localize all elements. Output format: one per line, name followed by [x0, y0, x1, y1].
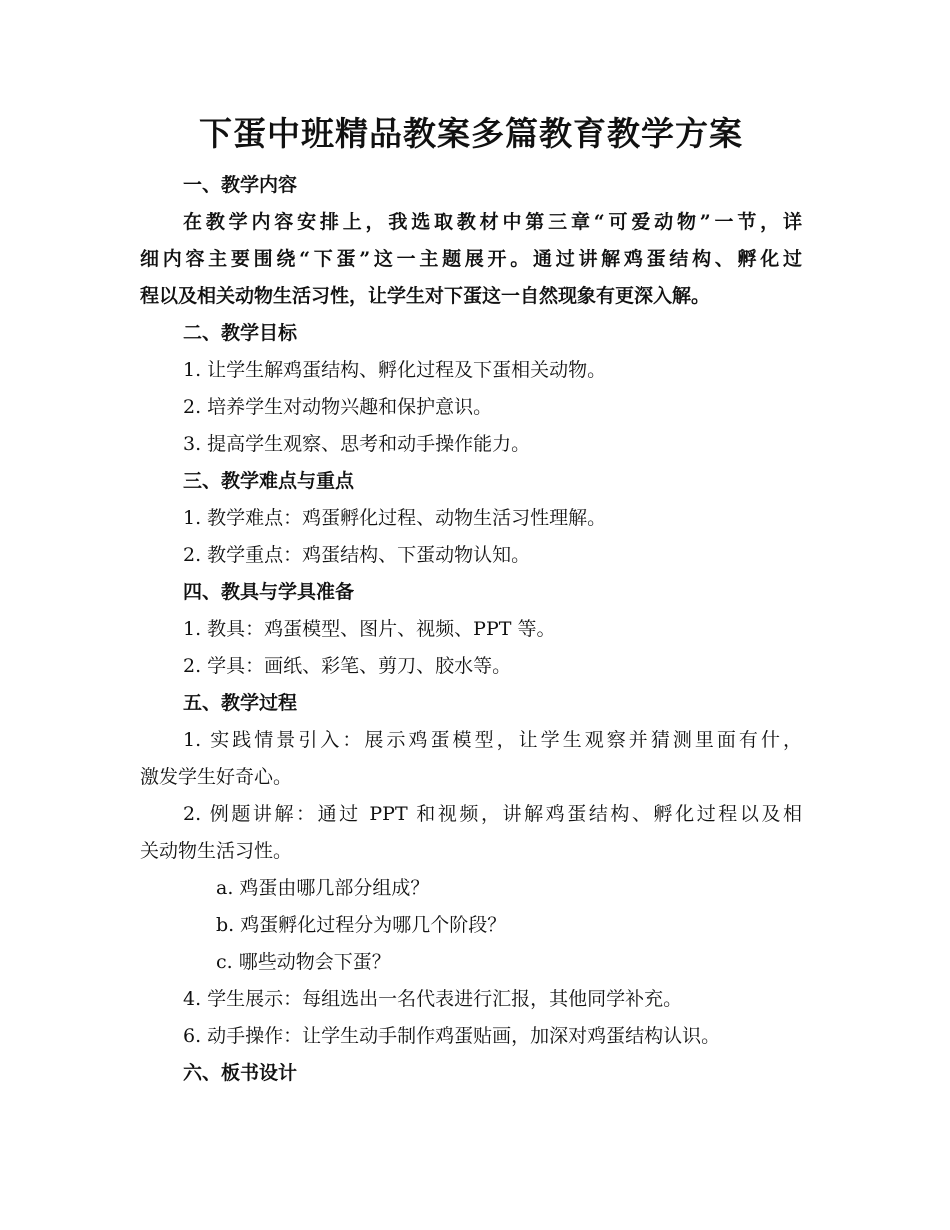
objective-item-3: 3. 提高学生观察、思考和动手操作能力。	[183, 433, 531, 455]
process-step-4: 4. 学生展示：每组选出一名代表进行汇报，其他同学补充。	[183, 988, 683, 1010]
content-paragraph-line-3: 程以及相关动物生活习性，让学生对下蛋这一自然现象有更深入解。	[140, 285, 711, 307]
section-heading-key-points: 三、教学难点与重点	[183, 470, 355, 492]
process-step-2-line-2: 关动物生活习性。	[140, 840, 293, 862]
key-point-difficulty: 1. 教学难点：鸡蛋孵化过程、动物生活习性理解。	[183, 507, 607, 529]
question-item-a: a. 鸡蛋由哪几部分组成？	[216, 877, 430, 899]
process-step-1-line-1: 1. 实践情景引入：展示鸡蛋模型，让学生观察并猜测里面有什，	[183, 729, 802, 751]
process-step-2-line-1: 2. 例题讲解：通过 PPT 和视频，讲解鸡蛋结构、孵化过程以及相	[183, 803, 802, 825]
section-heading-board-design: 六、板书设计	[183, 1062, 298, 1084]
content-paragraph-line-1: 在教学内容安排上，我选取教材中第三章“可爱动物”一节，详	[183, 211, 802, 233]
section-heading-content: 一、教学内容	[183, 174, 298, 196]
question-item-b: b. 鸡蛋孵化过程分为哪几个阶段？	[216, 914, 507, 936]
objective-item-2: 2. 培养学生对动物兴趣和保护意识。	[183, 396, 493, 418]
key-point-focus: 2. 教学重点：鸡蛋结构、下蛋动物认知。	[183, 544, 531, 566]
document-title: 下蛋中班精品教案多篇教育教学方案	[199, 114, 743, 153]
question-item-c: c. 哪些动物会下蛋？	[216, 951, 391, 973]
section-heading-process: 五、教学过程	[183, 692, 298, 714]
process-step-6: 6. 动手操作：让学生动手制作鸡蛋贴画，加深对鸡蛋结构认识。	[183, 1025, 721, 1047]
section-heading-objectives: 二、教学目标	[183, 322, 298, 344]
process-step-1-line-2: 激发学生好奇心。	[140, 766, 293, 788]
content-paragraph-line-2: 细内容主要围绕“下蛋”这一主题展开。通过讲解鸡蛋结构、孵化过	[140, 248, 802, 270]
material-item-student-supplies: 2. 学具：画纸、彩笔、剪刀、胶水等。	[183, 655, 512, 677]
section-heading-materials: 四、教具与学具准备	[183, 581, 355, 603]
objective-item-1: 1. 让学生解鸡蛋结构、孵化过程及下蛋相关动物。	[183, 359, 607, 381]
material-item-teaching-aids: 1. 教具：鸡蛋模型、图片、视频、PPT 等。	[183, 618, 556, 640]
